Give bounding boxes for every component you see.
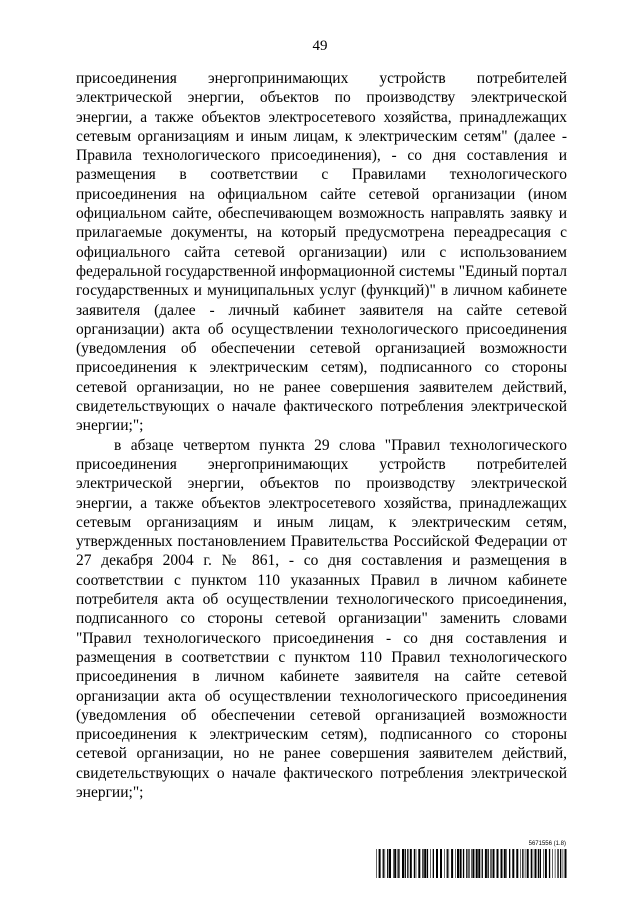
barcode-bar (488, 849, 489, 878)
barcode-bar (482, 849, 483, 878)
barcode-bar (405, 849, 406, 878)
paragraph-continuation: присоединения энергопринимающих устройств потребителей электрической энергии, объектов по производству электрической энергии, а также объектов электросетевого хозяйства, принадлежащих сетевым организациям и иным лицам, к электрическим сетям" (далее - Правила технологического присоединения), - со дня составления и размещения в соответствии с Правилами технологического присоединения на официальном сайте сетевой организации (ином официальном сайте, обеспечивающем возможность направлять заявку и прилагаемые документы, на который предусмотрена переадресация с официального сайта сетевой организации) или с использованием федеральной государственной информационной системы "Единый портал государственных и муниципальных услуг (функций)" в личном кабинете заявителя (далее - личный кабинет заявителя на сайте сетевой организации) акта об осуществлении технологического присоединения (уведомления об обеспечении сетевой организацией возможности присоединения к электрическим сетям), подписанного со стороны сетевой организации, но не ранее совершения заявителем действий, свидетельствующих о начале фактического потребления электрической энергии;"; (76, 70, 567, 435)
barcode-bar (436, 849, 438, 878)
barcode-icon (376, 849, 567, 878)
barcode-bar (549, 849, 550, 878)
barcode-bar (545, 849, 547, 878)
barcode-bar (506, 849, 507, 878)
barcode-bar (440, 849, 442, 878)
barcode-bar (490, 849, 491, 878)
barcode-bar (535, 849, 537, 878)
barcode-bar (520, 849, 521, 878)
paragraph-amendment: в абзаце четвертом пункта 29 слова "Правил технологического присоединения энергопринимающих устройств потребителей электрической энергии, объектов по производству электрической энергии, а также объектов электросетевого хозяйства, принадлежащих сетевым организациям и иным лицам, к электрическим сетям, утвержденных постановлением Правительства Российской Федерации от 27 декабря 2004 г. № 861, - со дня составления и размещения в соответствии с пунктом 110 указанных Правил в личном кабинете потребителя акта об осуществлении технологического присоединения, подписанного со стороны сетевой организации" заменить словами "Правил технологического присоединения - со дня составления и размещения в соответствии с пунктом 110 Правил технологического присоединения в личном кабинете заявителя на сайте сетевой организации акта об осуществлении технологического присоединения (уведомления об обеспечении сетевой организацией возможности присоединения к электрическим сетям), подписанного со стороны сетевой организации, но не ранее совершения заявителем действий, свидетельствующих о начале фактического потребления электрической энергии;"; (76, 436, 567, 801)
barcode-bar (527, 849, 529, 878)
barcode-bar (399, 849, 400, 878)
barcode-bar (402, 849, 404, 878)
barcode-bar (468, 849, 469, 878)
barcode-bar (451, 849, 453, 878)
barcode-bar (398, 849, 399, 878)
barcode-bar (466, 849, 467, 878)
barcode-bar (455, 849, 456, 878)
barcode-bar (416, 849, 417, 878)
barcode-bar (376, 849, 377, 878)
barcode-bar (444, 849, 445, 878)
barcode-bar (414, 849, 415, 878)
barcode-bar (393, 849, 394, 878)
barcode-bar (525, 849, 526, 878)
barcode-bar (485, 849, 487, 878)
barcode-bar (522, 849, 523, 878)
barcode-bar (449, 849, 450, 878)
document-body (76, 69, 567, 802)
page-number: 49 (312, 38, 328, 54)
barcode-bar (447, 849, 448, 878)
barcode-bar (504, 849, 506, 878)
barcode-bar (410, 849, 412, 878)
barcode-bar (418, 849, 420, 878)
barcode-bar (471, 849, 472, 878)
barcode-bar (560, 849, 561, 878)
barcode-bar (463, 849, 464, 878)
document-id: 5671556 (1.8) (528, 841, 566, 847)
barcode-bar (394, 849, 396, 878)
barcode-bar (501, 849, 503, 878)
barcode-bar (491, 849, 492, 878)
barcode-bar (422, 849, 423, 878)
barcode-bar (538, 849, 539, 878)
barcode-bar (387, 849, 388, 878)
barcode-bar (469, 849, 470, 878)
barcode-bar (407, 849, 408, 878)
barcode-bar (476, 849, 478, 878)
barcode-bar (424, 849, 426, 878)
barcode-bar (389, 849, 391, 878)
barcode-bar (516, 849, 518, 878)
barcode-bar (472, 849, 474, 878)
barcode-bar (552, 849, 553, 878)
barcode-bar (563, 849, 564, 878)
barcode-bar (497, 849, 499, 878)
barcode-bar (385, 849, 386, 878)
barcode-bar (427, 849, 428, 878)
barcode-bar (433, 849, 434, 878)
barcode-bar (540, 849, 541, 878)
barcode-bar (383, 849, 384, 878)
barcode-bar (512, 849, 514, 878)
barcode-bar (565, 849, 567, 878)
barcode-bar (430, 849, 431, 878)
barcode-bar (557, 849, 558, 878)
barcode-bar (460, 849, 462, 878)
barcode-bar (533, 849, 534, 878)
barcode-bar (493, 849, 495, 878)
barcode-bar (509, 849, 510, 878)
barcode-bar (379, 849, 381, 878)
barcode-bar (543, 849, 544, 878)
barcode-bar (555, 849, 556, 878)
barcode-bar (531, 849, 532, 878)
barcode-bar (478, 849, 480, 878)
barcode-bar (457, 849, 459, 878)
